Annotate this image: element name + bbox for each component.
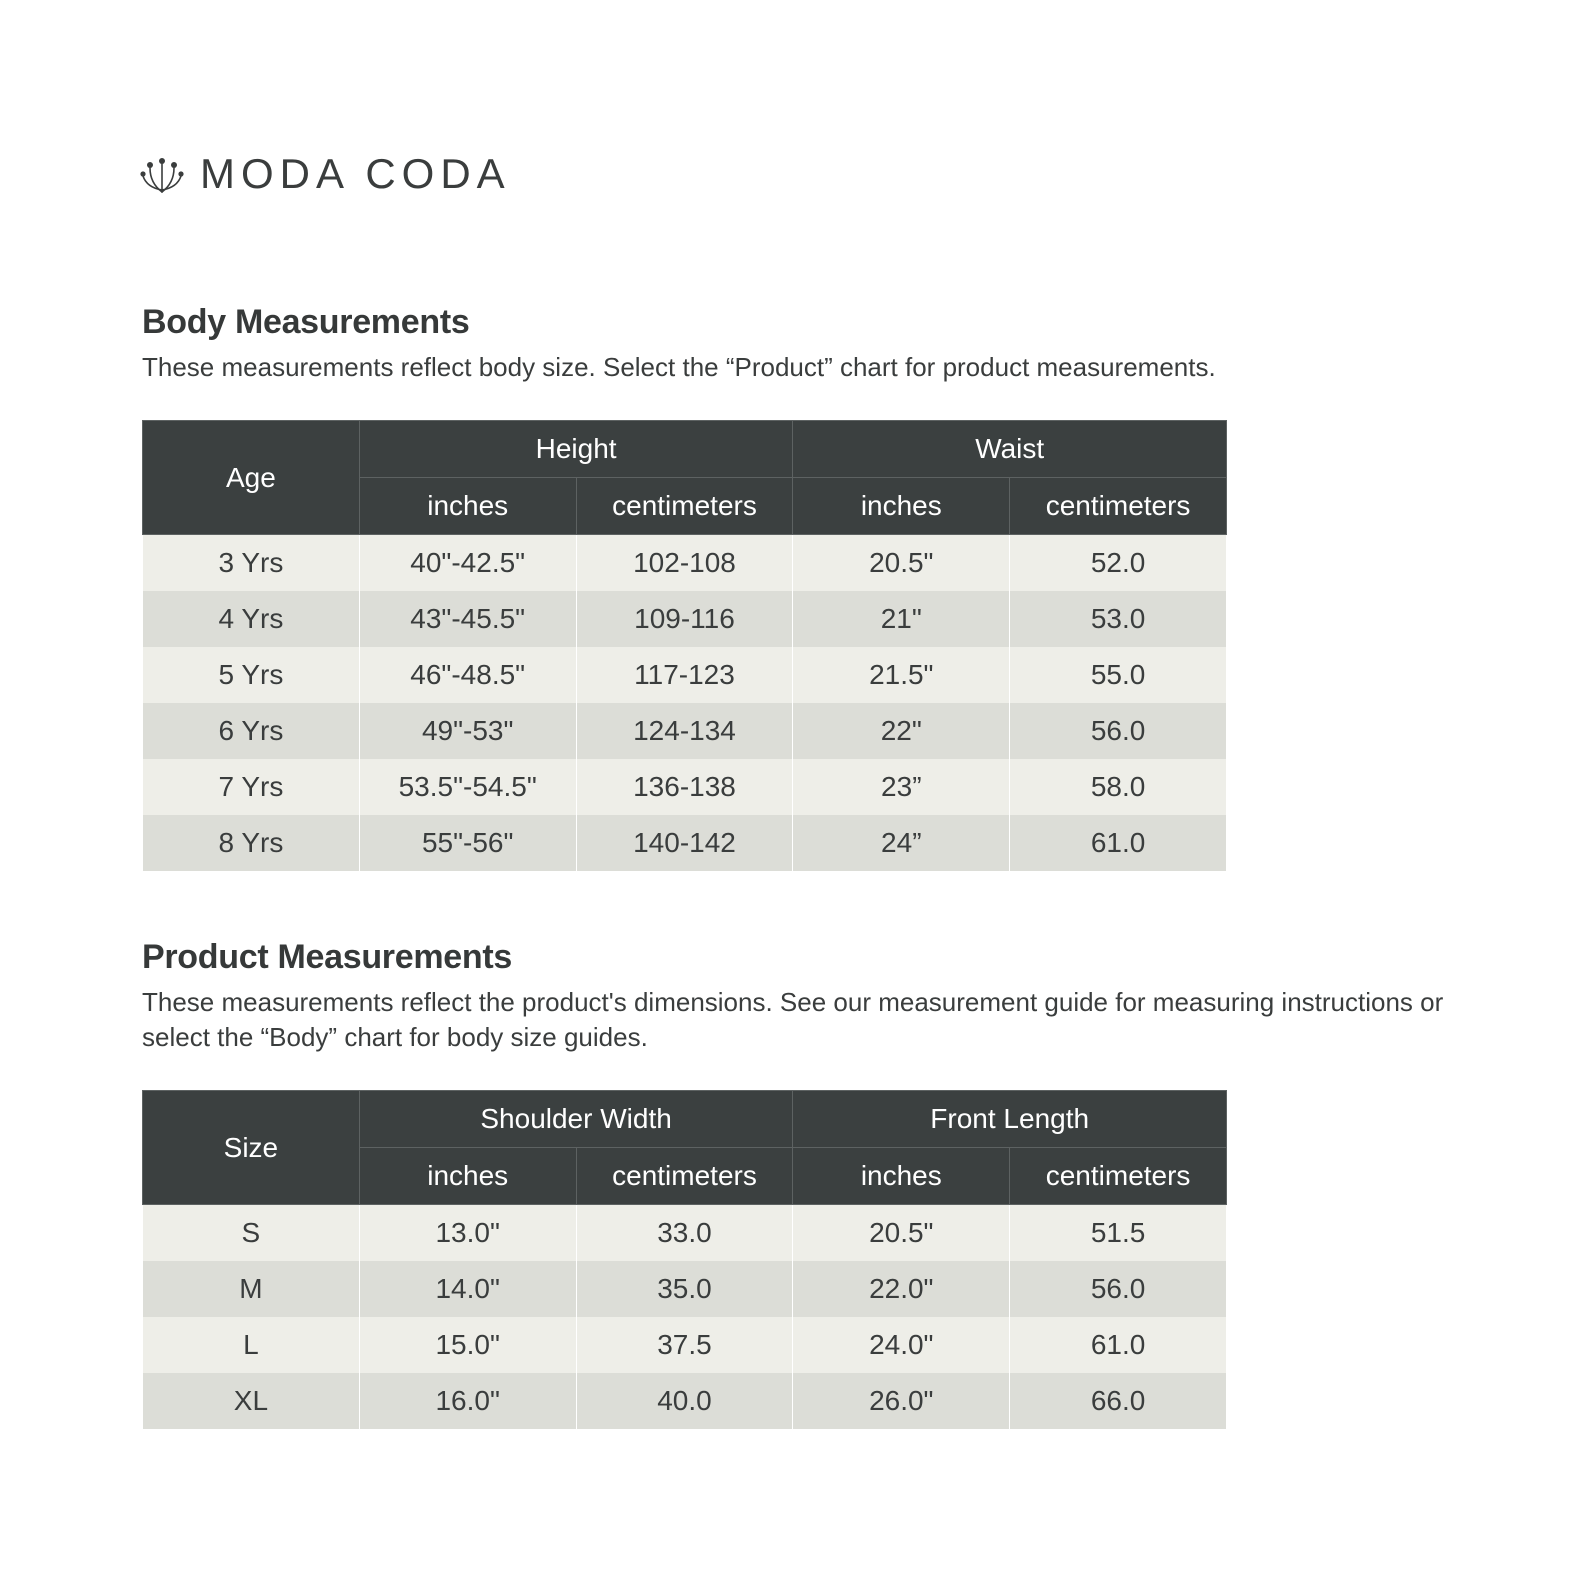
body-measurements-section	[142, 303, 1462, 385]
subheader-length-centimeters: centimeters	[1010, 1148, 1227, 1205]
brand-header	[140, 150, 511, 198]
subheader-waist-inches: inches	[793, 478, 1010, 535]
product-measurements-description: These measurements reflect the product's dimensions. See our measurement guide for measuring instructions or select the “Body” chart for body size guides.	[142, 987, 1444, 1052]
cell-height-centimeters: 140-142	[576, 815, 793, 871]
cell-shoulder-centimeters: 35.0	[576, 1261, 793, 1317]
product-measurements-table	[142, 1090, 1227, 1429]
cell-shoulder-centimeters: 37.5	[576, 1317, 793, 1373]
subheader-height-centimeters: centimeters	[576, 478, 793, 535]
cell-shoulder-centimeters: 33.0	[576, 1205, 793, 1262]
cell-waist-centimeters: 61.0	[1010, 815, 1227, 871]
column-header-age: Age	[143, 421, 360, 535]
group-header-shoulder-width: Shoulder Width	[359, 1091, 793, 1148]
brand-name: MODA CODA	[200, 150, 511, 197]
cell-height-inches: 46"-48.5"	[359, 647, 576, 703]
cell-height-inches: 40"-42.5"	[359, 535, 576, 592]
cell-length-inches: 24.0"	[793, 1317, 1010, 1373]
table-row	[143, 703, 1227, 759]
cell-length-centimeters: 56.0	[1010, 1261, 1227, 1317]
cell-length-inches: 22.0"	[793, 1261, 1010, 1317]
flower-stem-icon	[140, 152, 184, 196]
cell-length-inches: 26.0"	[793, 1373, 1010, 1429]
cell-waist-inches: 23”	[793, 759, 1010, 815]
cell-shoulder-inches: 13.0"	[359, 1205, 576, 1262]
cell-waist-inches: 22"	[793, 703, 1010, 759]
cell-age: 8 Yrs	[143, 815, 360, 871]
cell-size: XL	[143, 1373, 360, 1429]
table-row	[143, 1317, 1227, 1373]
subheader-height-inches: inches	[359, 478, 576, 535]
cell-waist-inches: 21"	[793, 591, 1010, 647]
group-header-front-length: Front Length	[793, 1091, 1227, 1148]
cell-length-centimeters: 61.0	[1010, 1317, 1227, 1373]
cell-age: 7 Yrs	[143, 759, 360, 815]
cell-length-centimeters: 51.5	[1010, 1205, 1227, 1262]
cell-size: S	[143, 1205, 360, 1262]
subheader-length-inches: inches	[793, 1148, 1010, 1205]
cell-age: 3 Yrs	[143, 535, 360, 592]
product-measurements-title: Product Measurements	[142, 938, 512, 976]
table-row	[143, 1261, 1227, 1317]
cell-height-centimeters: 102-108	[576, 535, 793, 592]
table-row	[143, 1373, 1227, 1429]
cell-height-centimeters: 117-123	[576, 647, 793, 703]
body-measurements-description: These measurements reflect body size. Select the “Product” chart for product measurements.	[142, 352, 1216, 382]
column-header-size: Size	[143, 1091, 360, 1205]
cell-height-inches: 55"-56"	[359, 815, 576, 871]
cell-waist-inches: 21.5"	[793, 647, 1010, 703]
cell-shoulder-inches: 14.0"	[359, 1261, 576, 1317]
cell-age: 6 Yrs	[143, 703, 360, 759]
cell-waist-centimeters: 56.0	[1010, 703, 1227, 759]
table-row	[143, 1205, 1227, 1262]
cell-waist-centimeters: 58.0	[1010, 759, 1227, 815]
cell-shoulder-centimeters: 40.0	[576, 1373, 793, 1429]
cell-height-centimeters: 136-138	[576, 759, 793, 815]
cell-height-inches: 49"-53"	[359, 703, 576, 759]
subheader-shoulder-inches: inches	[359, 1148, 576, 1205]
cell-shoulder-inches: 16.0"	[359, 1373, 576, 1429]
subheader-shoulder-centimeters: centimeters	[576, 1148, 793, 1205]
cell-waist-inches: 20.5"	[793, 535, 1010, 592]
table-row	[143, 535, 1227, 592]
cell-size: L	[143, 1317, 360, 1373]
cell-height-inches: 43"-45.5"	[359, 591, 576, 647]
table-row	[143, 759, 1227, 815]
subheader-waist-centimeters: centimeters	[1010, 478, 1227, 535]
cell-waist-inches: 24”	[793, 815, 1010, 871]
cell-age: 4 Yrs	[143, 591, 360, 647]
cell-waist-centimeters: 55.0	[1010, 647, 1227, 703]
cell-waist-centimeters: 53.0	[1010, 591, 1227, 647]
cell-height-inches: 53.5"-54.5"	[359, 759, 576, 815]
body-measurements-title: Body Measurements	[142, 303, 470, 341]
table-row	[143, 591, 1227, 647]
group-header-waist: Waist	[793, 421, 1227, 478]
cell-length-inches: 20.5"	[793, 1205, 1010, 1262]
cell-length-centimeters: 66.0	[1010, 1373, 1227, 1429]
cell-height-centimeters: 109-116	[576, 591, 793, 647]
table-row	[143, 647, 1227, 703]
cell-age: 5 Yrs	[143, 647, 360, 703]
body-measurements-table	[142, 420, 1227, 871]
product-measurements-section	[142, 938, 1462, 1055]
cell-height-centimeters: 124-134	[576, 703, 793, 759]
cell-waist-centimeters: 52.0	[1010, 535, 1227, 592]
table-row	[143, 815, 1227, 871]
cell-size: M	[143, 1261, 360, 1317]
group-header-height: Height	[359, 421, 793, 478]
cell-shoulder-inches: 15.0"	[359, 1317, 576, 1373]
